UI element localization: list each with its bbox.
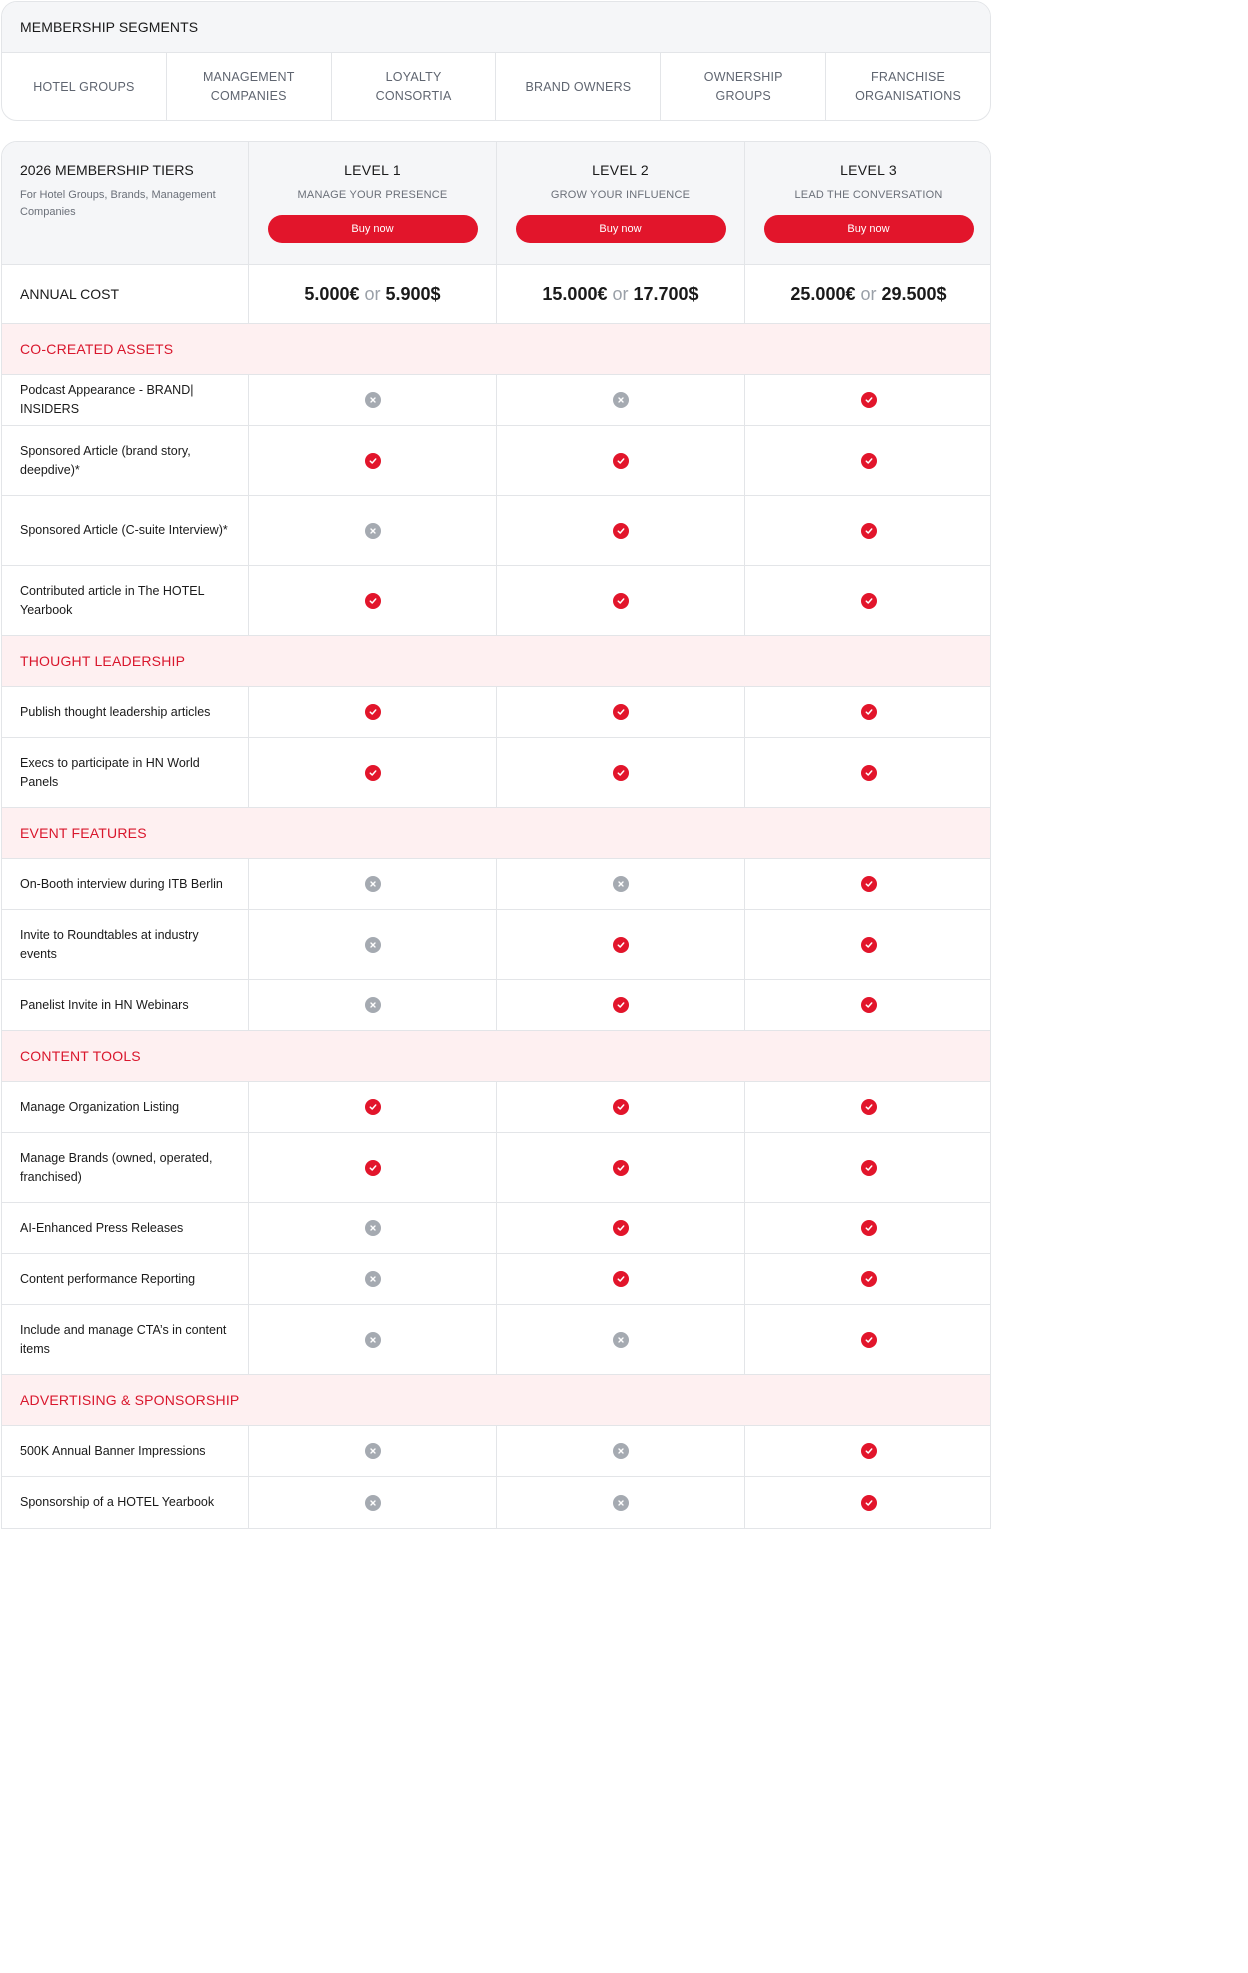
segment-management-companies[interactable]: MANAGEMENT COMPANIES <box>167 53 332 121</box>
check-icon <box>861 1220 877 1236</box>
check-icon <box>365 593 381 609</box>
feature-label: AI-Enhanced Press Releases <box>2 1203 249 1253</box>
feature-label: Invite to Roundtables at industry events <box>2 910 249 979</box>
tiers-subtitle: For Hotel Groups, Brands, Management Companies <box>20 189 216 218</box>
level-3-price <box>745 265 991 323</box>
level-1-price <box>249 265 497 323</box>
price-eur: 15.000€ <box>542 283 608 304</box>
level-1-header <box>249 142 497 264</box>
check-icon <box>861 1495 877 1511</box>
check-icon <box>613 937 629 953</box>
level-2-availability <box>497 980 745 1030</box>
section-header-row <box>2 636 990 687</box>
cross-icon <box>613 1495 629 1511</box>
price-usd: 17.700$ <box>633 283 699 304</box>
level-3-availability <box>745 738 991 807</box>
price-or: or <box>612 283 629 304</box>
cross-icon <box>365 1495 381 1511</box>
level-1-availability <box>249 1254 497 1304</box>
cross-icon <box>365 1443 381 1459</box>
level-3-buy-button[interactable]: Buy now <box>764 215 974 243</box>
check-icon <box>365 765 381 781</box>
level-1-availability <box>249 566 497 635</box>
check-icon <box>613 704 629 720</box>
section-header-row <box>2 1375 990 1426</box>
check-icon <box>613 523 629 539</box>
feature-row <box>2 687 990 738</box>
level-2-availability <box>497 687 745 737</box>
cross-icon <box>365 937 381 953</box>
check-icon <box>861 593 877 609</box>
level-2-name: LEVEL 2 <box>592 162 649 178</box>
level-3-availability <box>745 859 991 909</box>
check-icon <box>861 392 877 408</box>
level-2-availability <box>497 910 745 979</box>
tiers-header-cell <box>2 142 249 264</box>
level-3-availability <box>745 566 991 635</box>
section-title: CONTENT TOOLS <box>20 1048 141 1064</box>
level-3-availability <box>745 1254 991 1304</box>
level-1-availability <box>249 375 497 425</box>
price-eur: 25.000€ <box>790 283 856 304</box>
level-2-availability <box>497 426 745 495</box>
level-2-availability <box>497 1426 745 1476</box>
level-1-availability <box>249 1426 497 1476</box>
segment-brand-owners[interactable]: BRAND OWNERS <box>496 53 661 121</box>
level-1-availability <box>249 738 497 807</box>
cross-icon <box>365 1220 381 1236</box>
check-icon <box>861 453 877 469</box>
level-3-availability <box>745 426 991 495</box>
level-2-header <box>497 142 745 264</box>
level-3-availability <box>745 1426 991 1476</box>
level-1-availability <box>249 1305 497 1374</box>
segments-title: MEMBERSHIP SEGMENTS <box>2 2 990 53</box>
level-1-buy-button[interactable]: Buy now <box>268 215 478 243</box>
level-1-availability <box>249 859 497 909</box>
section-title: THOUGHT LEADERSHIP <box>20 653 186 669</box>
level-1-availability <box>249 496 497 565</box>
feature-row <box>2 1305 990 1375</box>
feature-label: Contributed article in The HOTEL Yearbook <box>2 566 249 635</box>
check-icon <box>613 1220 629 1236</box>
cross-icon <box>365 1332 381 1348</box>
price-usd: 29.500$ <box>881 283 947 304</box>
check-icon <box>613 997 629 1013</box>
level-2-availability <box>497 1477 745 1528</box>
segment-ownership-groups[interactable]: OWNERSHIP GROUPS <box>661 53 826 121</box>
check-icon <box>365 1160 381 1176</box>
section-title: ADVERTISING & SPONSORSHIP <box>20 1392 240 1408</box>
check-icon <box>861 1271 877 1287</box>
price-eur: 5.000€ <box>304 283 360 304</box>
level-2-availability <box>497 859 745 909</box>
check-icon <box>365 1099 381 1115</box>
level-2-availability <box>497 1082 745 1132</box>
level-1-availability <box>249 1477 497 1528</box>
check-icon <box>861 1099 877 1115</box>
feature-row <box>2 566 990 636</box>
level-2-availability <box>497 738 745 807</box>
level-3-availability <box>745 496 991 565</box>
feature-row <box>2 375 990 426</box>
check-icon <box>861 1443 877 1459</box>
check-icon <box>861 765 877 781</box>
check-icon <box>613 593 629 609</box>
check-icon <box>613 765 629 781</box>
feature-row <box>2 1254 990 1305</box>
level-3-availability <box>745 1477 991 1528</box>
feature-row <box>2 1082 990 1133</box>
feature-row <box>2 426 990 496</box>
cross-icon <box>613 1332 629 1348</box>
level-3-tagline: LEAD THE CONVERSATION <box>794 189 943 201</box>
section-header-row <box>2 1031 990 1082</box>
feature-label: Publish thought leadership articles <box>2 687 249 737</box>
feature-row <box>2 1203 990 1254</box>
segments-tabs <box>2 53 990 121</box>
level-1-availability <box>249 980 497 1030</box>
level-3-availability <box>745 980 991 1030</box>
feature-label: Sponsored Article (brand story, deepdive)* <box>2 426 249 495</box>
level-1-availability <box>249 1082 497 1132</box>
level-3-availability <box>745 375 991 425</box>
membership-segments-panel <box>1 1 991 121</box>
level-2-buy-button[interactable]: Buy now <box>516 215 726 243</box>
level-2-availability <box>497 566 745 635</box>
feature-label: Execs to participate in HN World Panels <box>2 738 249 807</box>
price-usd: 5.900$ <box>385 283 441 304</box>
level-1-availability <box>249 910 497 979</box>
level-1-availability <box>249 1203 497 1253</box>
feature-label: 500K Annual Banner Impressions <box>2 1426 249 1476</box>
check-icon <box>613 1099 629 1115</box>
feature-row <box>2 980 990 1031</box>
feature-label: Content performance Reporting <box>2 1254 249 1304</box>
feature-label: Include and manage CTA’s in content items <box>2 1305 249 1374</box>
level-2-price <box>497 265 745 323</box>
price-or: or <box>364 283 381 304</box>
cross-icon <box>365 1271 381 1287</box>
feature-row <box>2 1133 990 1203</box>
level-1-availability <box>249 1133 497 1202</box>
segment-franchise-organisations[interactable]: FRANCHISE ORGANISATIONS <box>855 70 961 103</box>
check-icon <box>613 1271 629 1287</box>
feature-label: Panelist Invite in HN Webinars <box>2 980 249 1030</box>
feature-label: Sponsorship of a HOTEL Yearbook <box>2 1477 249 1528</box>
level-2-availability <box>497 496 745 565</box>
level-2-availability <box>497 1305 745 1374</box>
tiers-title: 2026 MEMBERSHIP TIERS <box>20 162 194 178</box>
feature-label: Manage Organization Listing <box>2 1082 249 1132</box>
segment-loyalty-consortia[interactable]: LOYALTY CONSORTIA <box>332 53 497 121</box>
check-icon <box>365 453 381 469</box>
cross-icon <box>365 876 381 892</box>
level-2-availability <box>497 1133 745 1202</box>
level-3-availability <box>745 1203 991 1253</box>
section-title: CO-CREATED ASSETS <box>20 341 174 357</box>
segment-hotel-groups[interactable]: HOTEL GROUPS <box>2 53 167 121</box>
section-title: EVENT FEATURES <box>20 825 147 841</box>
level-1-name: LEVEL 1 <box>344 162 401 178</box>
level-3-availability <box>745 910 991 979</box>
level-2-availability <box>497 1254 745 1304</box>
cross-icon <box>613 1443 629 1459</box>
section-header-row <box>2 808 990 859</box>
section-header-row <box>2 324 990 375</box>
feature-sections <box>2 324 990 1528</box>
feature-row <box>2 1426 990 1477</box>
price-or: or <box>860 283 877 304</box>
feature-row <box>2 1477 990 1528</box>
level-2-availability <box>497 1203 745 1253</box>
check-icon <box>861 523 877 539</box>
check-icon <box>613 453 629 469</box>
feature-row <box>2 910 990 980</box>
check-icon <box>365 704 381 720</box>
feature-row <box>2 859 990 910</box>
level-1-availability <box>249 687 497 737</box>
cross-icon <box>613 392 629 408</box>
tiers-header-row <box>2 142 990 265</box>
check-icon <box>613 1160 629 1176</box>
feature-label: Sponsored Article (C-suite Interview)* <box>2 496 249 565</box>
feature-row <box>2 496 990 566</box>
feature-label: Podcast Appearance - BRAND| INSIDERS <box>2 375 249 425</box>
check-icon <box>861 997 877 1013</box>
check-icon <box>861 876 877 892</box>
level-3-name: LEVEL 3 <box>840 162 897 178</box>
level-3-availability <box>745 1082 991 1132</box>
cross-icon <box>365 392 381 408</box>
level-2-tagline: GROW YOUR INFLUENCE <box>550 189 691 201</box>
check-icon <box>861 1160 877 1176</box>
level-3-header <box>745 142 991 264</box>
check-icon <box>861 937 877 953</box>
cross-icon <box>613 876 629 892</box>
feature-row <box>2 738 990 808</box>
level-3-availability <box>745 1133 991 1202</box>
feature-label: On-Booth interview during ITB Berlin <box>2 859 249 909</box>
level-3-availability <box>745 1305 991 1374</box>
cross-icon <box>365 997 381 1013</box>
membership-tiers-table <box>1 141 991 1529</box>
cross-icon <box>365 523 381 539</box>
level-1-availability <box>249 426 497 495</box>
check-icon <box>861 1332 877 1348</box>
level-2-availability <box>497 375 745 425</box>
level-3-availability <box>745 687 991 737</box>
annual-cost-label: ANNUAL COST <box>2 265 249 323</box>
level-1-tagline: MANAGE YOUR PRESENCE <box>297 189 448 201</box>
check-icon <box>861 704 877 720</box>
annual-cost-row <box>2 265 990 324</box>
feature-label: Manage Brands (owned, operated, franchised) <box>2 1133 249 1202</box>
